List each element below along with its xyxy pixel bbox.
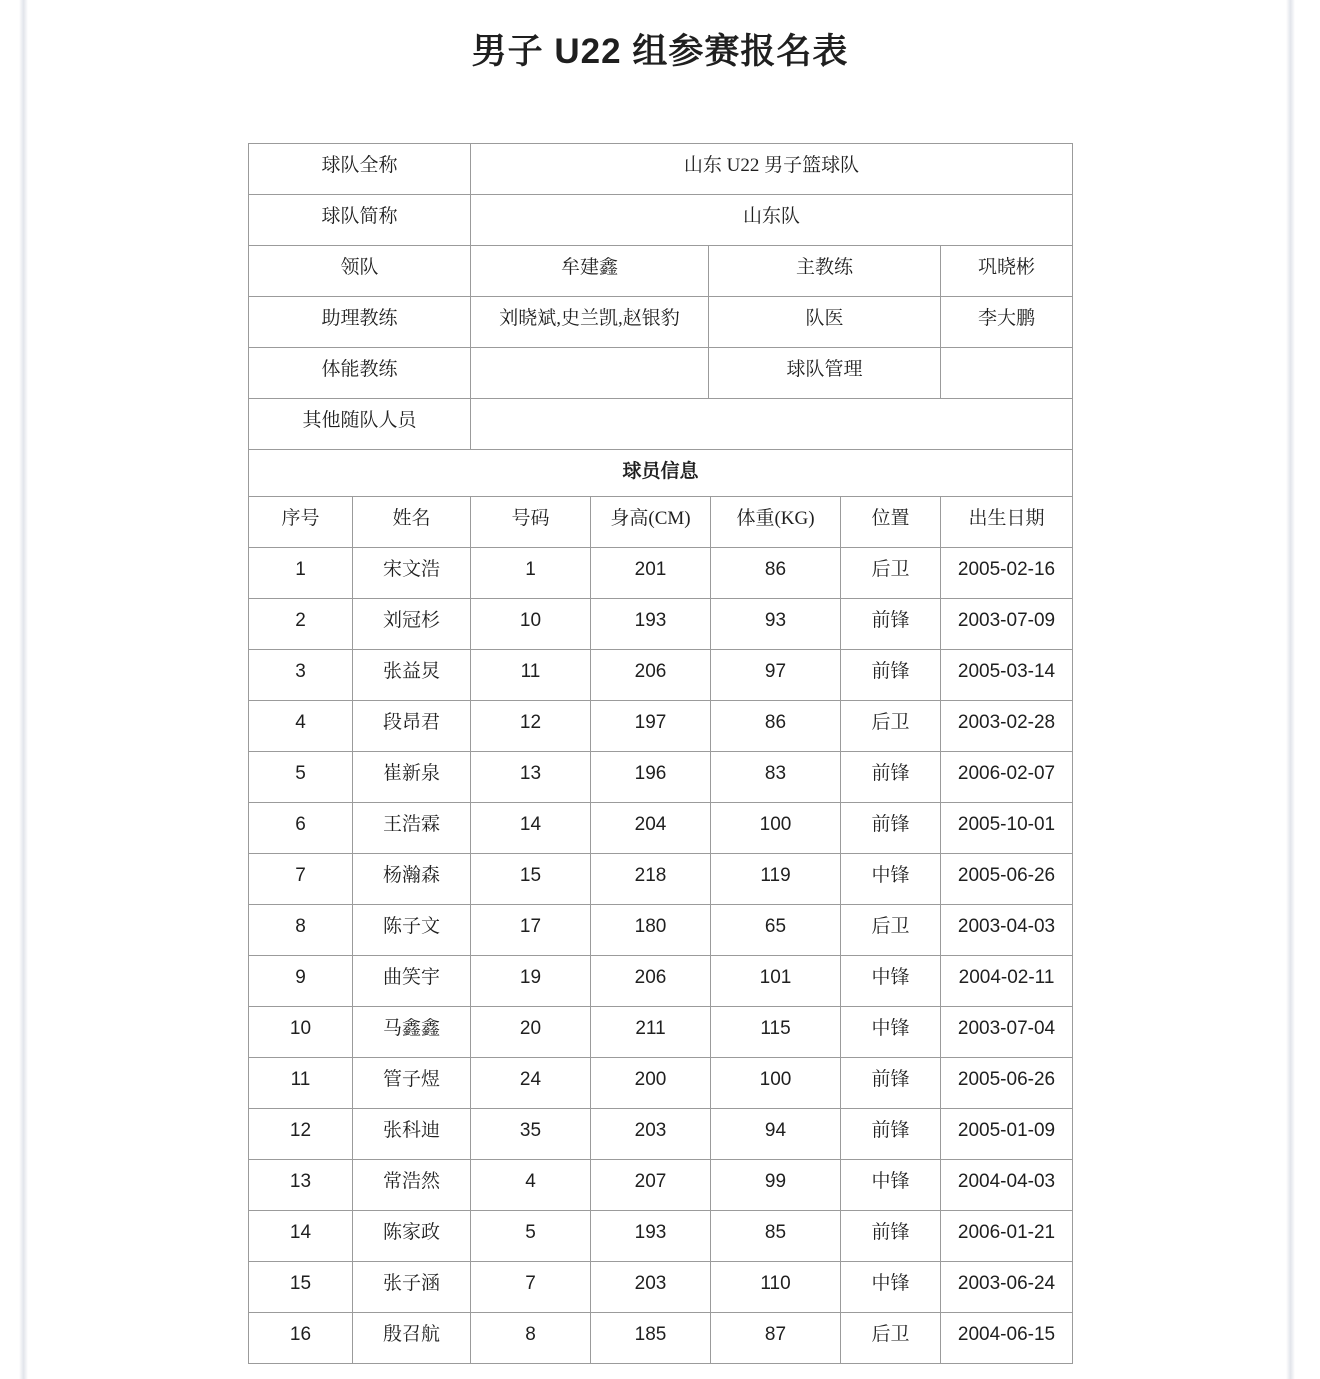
player-position: 后卫 — [841, 1313, 941, 1364]
head-coach-value: 巩晓彬 — [941, 246, 1073, 297]
player-position: 后卫 — [841, 548, 941, 599]
player-name: 张科迪 — [353, 1109, 471, 1160]
player-name: 段昂君 — [353, 701, 471, 752]
player-weight: 85 — [711, 1211, 841, 1262]
player-birthdate: 2005-06-26 — [941, 1058, 1073, 1109]
player-index: 10 — [249, 1007, 353, 1058]
player-weight: 115 — [711, 1007, 841, 1058]
player-index: 3 — [249, 650, 353, 701]
player-weight: 86 — [711, 548, 841, 599]
player-position: 中锋 — [841, 956, 941, 1007]
player-weight: 101 — [711, 956, 841, 1007]
player-position: 中锋 — [841, 854, 941, 905]
player-name: 宋文浩 — [353, 548, 471, 599]
player-name: 王浩霖 — [353, 803, 471, 854]
team-full-name-label: 球队全称 — [249, 144, 471, 195]
player-name: 张益炅 — [353, 650, 471, 701]
player-index: 14 — [249, 1211, 353, 1262]
player-index: 11 — [249, 1058, 353, 1109]
player-number: 12 — [471, 701, 591, 752]
player-position: 中锋 — [841, 1160, 941, 1211]
player-birthdate: 2004-04-03 — [941, 1160, 1073, 1211]
player-weight: 94 — [711, 1109, 841, 1160]
player-number: 8 — [471, 1313, 591, 1364]
player-birthdate: 2003-07-04 — [941, 1007, 1073, 1058]
player-index: 4 — [249, 701, 353, 752]
head-coach-label: 主教练 — [709, 246, 941, 297]
team-manager-value — [941, 348, 1073, 399]
other-staff-value — [471, 399, 1073, 450]
team-short-name-label: 球队简称 — [249, 195, 471, 246]
player-height: 203 — [591, 1262, 711, 1313]
player-weight: 87 — [711, 1313, 841, 1364]
player-height: 206 — [591, 956, 711, 1007]
players-section-header-row — [249, 450, 1073, 497]
player-number: 7 — [471, 1262, 591, 1313]
player-index: 2 — [249, 599, 353, 650]
player-name: 管子煜 — [353, 1058, 471, 1109]
page-edge-shadow-left — [19, 0, 28, 1379]
player-index: 1 — [249, 548, 353, 599]
player-position: 前锋 — [841, 599, 941, 650]
player-row — [249, 1262, 1073, 1313]
player-position: 前锋 — [841, 1058, 941, 1109]
other-staff-row — [249, 399, 1073, 450]
player-height: 193 — [591, 1211, 711, 1262]
player-name: 曲笑宇 — [353, 956, 471, 1007]
team-doctor-value: 李大鹏 — [941, 297, 1073, 348]
player-row — [249, 1058, 1073, 1109]
player-weight: 65 — [711, 905, 841, 956]
player-index: 12 — [249, 1109, 353, 1160]
player-position: 后卫 — [841, 701, 941, 752]
player-row — [249, 956, 1073, 1007]
player-name: 刘冠杉 — [353, 599, 471, 650]
col-header-height: 身高(CM) — [591, 497, 711, 548]
player-index: 16 — [249, 1313, 353, 1364]
player-row — [249, 599, 1073, 650]
player-index: 7 — [249, 854, 353, 905]
player-index: 6 — [249, 803, 353, 854]
col-header-birthdate: 出生日期 — [941, 497, 1073, 548]
player-birthdate: 2006-02-07 — [941, 752, 1073, 803]
player-position: 后卫 — [841, 905, 941, 956]
assistant-doctor-row — [249, 297, 1073, 348]
player-number: 13 — [471, 752, 591, 803]
player-weight: 110 — [711, 1262, 841, 1313]
team-manager-label: 球队管理 — [709, 348, 941, 399]
player-number: 24 — [471, 1058, 591, 1109]
registration-form — [248, 143, 1072, 1364]
player-number: 14 — [471, 803, 591, 854]
player-birthdate: 2005-01-09 — [941, 1109, 1073, 1160]
player-row — [249, 803, 1073, 854]
assistant-coach-label: 助理教练 — [249, 297, 471, 348]
player-height: 203 — [591, 1109, 711, 1160]
player-number: 5 — [471, 1211, 591, 1262]
team-info-table — [248, 143, 1073, 450]
player-row — [249, 650, 1073, 701]
player-weight: 86 — [711, 701, 841, 752]
player-height: 193 — [591, 599, 711, 650]
leader-label: 领队 — [249, 246, 471, 297]
player-position: 前锋 — [841, 650, 941, 701]
player-position: 中锋 — [841, 1007, 941, 1058]
player-row — [249, 701, 1073, 752]
player-name: 殷召航 — [353, 1313, 471, 1364]
assistant-coach-value: 刘晓斌,史兰凯,赵银豹 — [471, 297, 709, 348]
player-row — [249, 1160, 1073, 1211]
col-header-index: 序号 — [249, 497, 353, 548]
player-weight: 119 — [711, 854, 841, 905]
player-weight: 83 — [711, 752, 841, 803]
col-header-position: 位置 — [841, 497, 941, 548]
player-number: 15 — [471, 854, 591, 905]
player-weight: 100 — [711, 1058, 841, 1109]
player-position: 前锋 — [841, 803, 941, 854]
team-short-name-row — [249, 195, 1073, 246]
team-full-name-value: 山东 U22 男子篮球队 — [471, 144, 1073, 195]
page-title: 男子 U22 组参赛报名表 — [471, 32, 849, 71]
player-row — [249, 905, 1073, 956]
player-row — [249, 1007, 1073, 1058]
player-height: 197 — [591, 701, 711, 752]
player-number: 35 — [471, 1109, 591, 1160]
player-index: 5 — [249, 752, 353, 803]
players-section-title: 球员信息 — [249, 450, 1073, 497]
player-birthdate: 2005-06-26 — [941, 854, 1073, 905]
player-position: 前锋 — [841, 1109, 941, 1160]
player-position: 前锋 — [841, 1211, 941, 1262]
player-number: 10 — [471, 599, 591, 650]
player-birthdate: 2003-04-03 — [941, 905, 1073, 956]
player-birthdate: 2004-02-11 — [941, 956, 1073, 1007]
player-weight: 97 — [711, 650, 841, 701]
fitness-coach-value — [471, 348, 709, 399]
player-index: 13 — [249, 1160, 353, 1211]
player-birthdate: 2005-03-14 — [941, 650, 1073, 701]
player-row — [249, 752, 1073, 803]
player-name: 陈家政 — [353, 1211, 471, 1262]
other-staff-label: 其他随队人员 — [249, 399, 471, 450]
players-rows — [249, 548, 1073, 1364]
player-position: 中锋 — [841, 1262, 941, 1313]
player-height: 204 — [591, 803, 711, 854]
leader-coach-row — [249, 246, 1073, 297]
player-birthdate: 2005-02-16 — [941, 548, 1073, 599]
team-short-name-value: 山东队 — [471, 195, 1073, 246]
player-birthdate: 2006-01-21 — [941, 1211, 1073, 1262]
player-index: 8 — [249, 905, 353, 956]
player-row — [249, 548, 1073, 599]
player-height: 201 — [591, 548, 711, 599]
player-row — [249, 1313, 1073, 1364]
player-row — [249, 854, 1073, 905]
player-name: 常浩然 — [353, 1160, 471, 1211]
team-full-name-row — [249, 144, 1073, 195]
player-height: 211 — [591, 1007, 711, 1058]
player-index: 15 — [249, 1262, 353, 1313]
fitness-manager-row — [249, 348, 1073, 399]
player-height: 200 — [591, 1058, 711, 1109]
player-birthdate: 2003-07-09 — [941, 599, 1073, 650]
player-height: 218 — [591, 854, 711, 905]
player-height: 206 — [591, 650, 711, 701]
player-number: 20 — [471, 1007, 591, 1058]
player-position: 前锋 — [841, 752, 941, 803]
player-height: 196 — [591, 752, 711, 803]
fitness-coach-label: 体能教练 — [249, 348, 471, 399]
player-index: 9 — [249, 956, 353, 1007]
team-doctor-label: 队医 — [709, 297, 941, 348]
player-number: 19 — [471, 956, 591, 1007]
player-height: 180 — [591, 905, 711, 956]
players-table — [248, 449, 1073, 1364]
player-number: 1 — [471, 548, 591, 599]
player-number: 4 — [471, 1160, 591, 1211]
player-height: 207 — [591, 1160, 711, 1211]
player-weight: 93 — [711, 599, 841, 650]
col-header-number: 号码 — [471, 497, 591, 548]
player-name: 崔新泉 — [353, 752, 471, 803]
page-edge-shadow-right — [1286, 0, 1295, 1379]
player-row — [249, 1109, 1073, 1160]
player-birthdate: 2003-06-24 — [941, 1262, 1073, 1313]
player-name: 马鑫鑫 — [353, 1007, 471, 1058]
player-name: 杨瀚森 — [353, 854, 471, 905]
player-name: 张子涵 — [353, 1262, 471, 1313]
player-row — [249, 1211, 1073, 1262]
col-header-weight: 体重(KG) — [711, 497, 841, 548]
player-height: 185 — [591, 1313, 711, 1364]
players-column-header-row — [249, 497, 1073, 548]
col-header-name: 姓名 — [353, 497, 471, 548]
player-number: 11 — [471, 650, 591, 701]
player-weight: 99 — [711, 1160, 841, 1211]
player-name: 陈子文 — [353, 905, 471, 956]
player-weight: 100 — [711, 803, 841, 854]
player-birthdate: 2005-10-01 — [941, 803, 1073, 854]
player-birthdate: 2003-02-28 — [941, 701, 1073, 752]
player-birthdate: 2004-06-15 — [941, 1313, 1073, 1364]
leader-value: 牟建鑫 — [471, 246, 709, 297]
player-number: 17 — [471, 905, 591, 956]
